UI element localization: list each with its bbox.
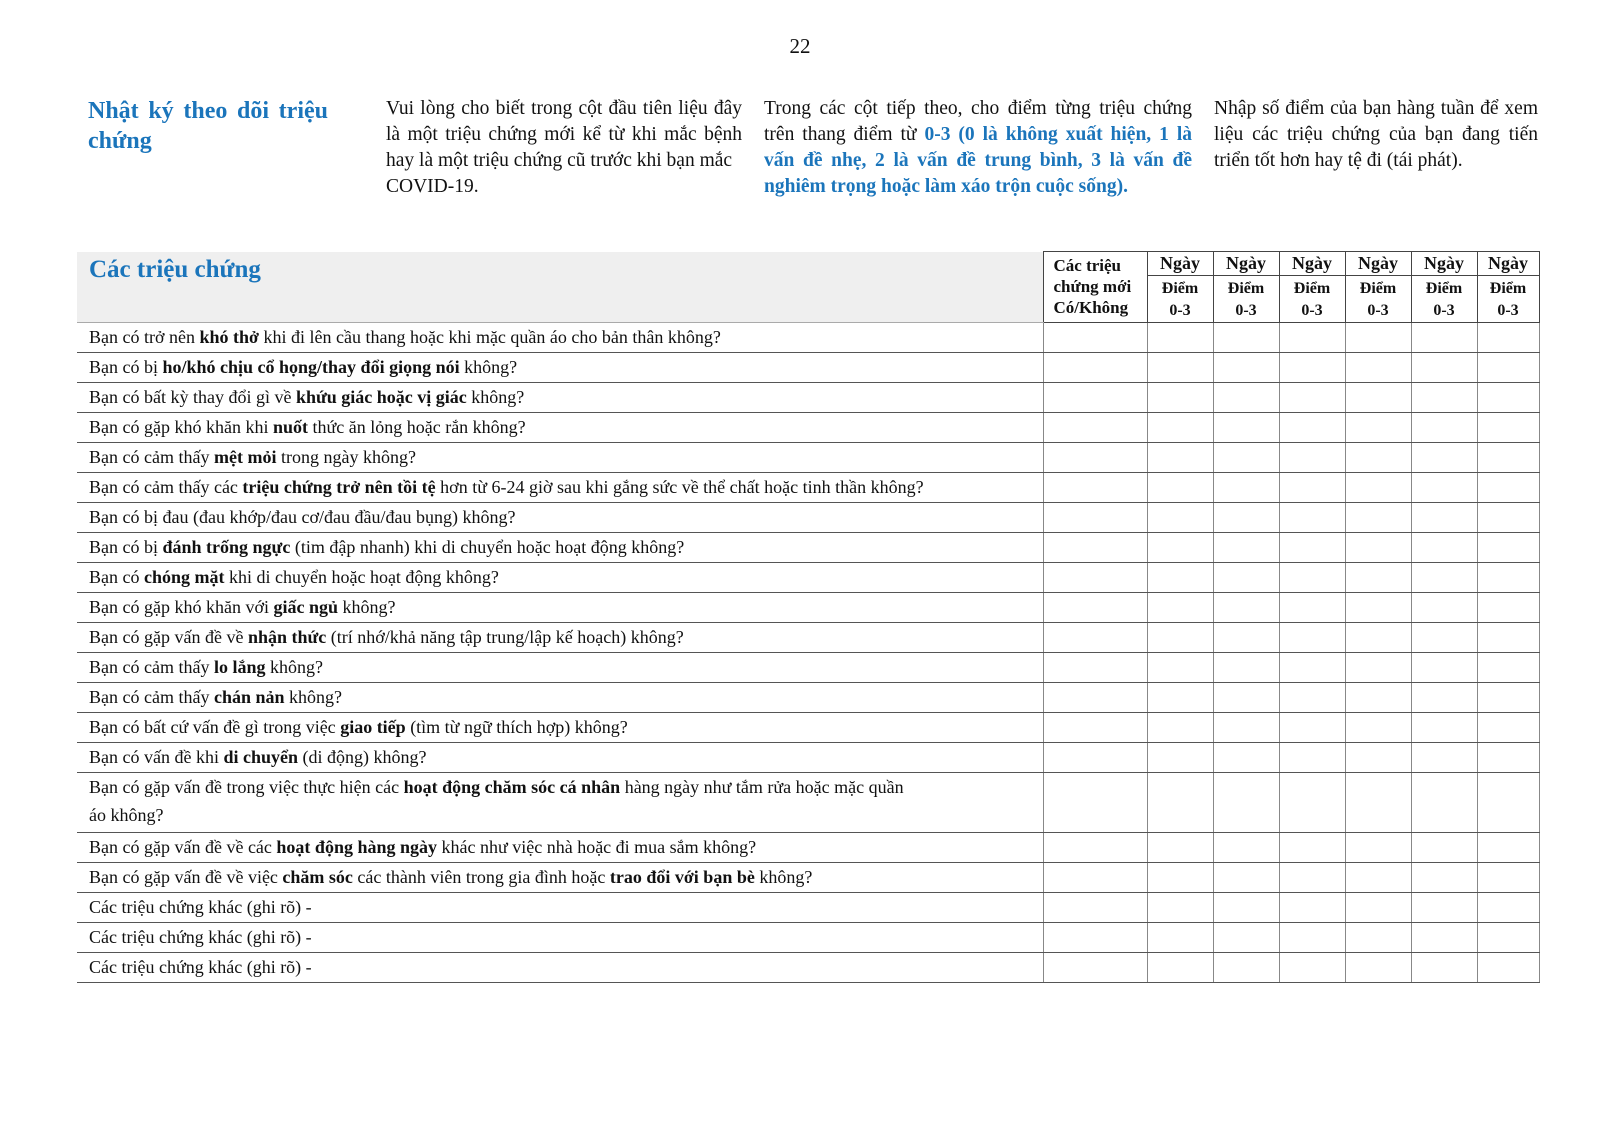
score-range: 0-3 <box>1169 302 1191 319</box>
score-cell[interactable] <box>1411 503 1477 533</box>
score-cell[interactable] <box>1279 563 1345 593</box>
score-cell[interactable] <box>1345 443 1411 473</box>
new-symptom-cell[interactable] <box>1043 743 1147 773</box>
score-cell[interactable] <box>1345 863 1411 893</box>
table-row <box>77 923 1539 953</box>
score-cell[interactable] <box>1147 503 1213 533</box>
symptom-text: Bạn có trở nên <box>89 327 200 347</box>
score-cell[interactable] <box>1279 443 1345 473</box>
day-label: Ngày <box>1148 252 1213 276</box>
symptom-text: áo không? <box>89 805 164 825</box>
symptom-text: (trí nhớ/khả năng tập trung/lập kế hoạch) không? <box>326 627 684 647</box>
symptom-text: Bạn có gặp khó khăn khi <box>89 417 273 437</box>
score-cell[interactable] <box>1477 953 1539 983</box>
score-cell[interactable] <box>1345 503 1411 533</box>
score-range: 0-3 <box>1301 302 1323 319</box>
score-cell[interactable] <box>1147 713 1213 743</box>
score-cell[interactable] <box>1147 653 1213 683</box>
day-label: Ngày <box>1280 252 1345 276</box>
score-cell[interactable] <box>1477 323 1539 353</box>
score-cell[interactable] <box>1279 353 1345 383</box>
score-cell[interactable] <box>1345 833 1411 863</box>
score-cell[interactable] <box>1213 953 1279 983</box>
score-cell[interactable] <box>1147 833 1213 863</box>
intro-new-symptom-instructions <box>386 96 742 200</box>
symptom-text: Bạn có vấn đề khi <box>89 747 224 767</box>
day-label: Ngày <box>1214 252 1279 276</box>
symptom-text: (di động) không? <box>298 747 427 767</box>
symptom-keyword: hoạt động chăm sóc cá nhân <box>403 777 621 797</box>
score-cell[interactable] <box>1477 563 1539 593</box>
symptom-text: Bạn có bất cứ vấn đề gì trong việc <box>89 717 341 737</box>
intro-weekly-instructions <box>1214 96 1538 174</box>
intro-scoring-instructions <box>764 96 1192 200</box>
day-label: Ngày <box>1412 252 1477 276</box>
symptom-text: Bạn có bất kỳ thay đổi gì về <box>89 387 296 407</box>
symptom-text: khác như việc nhà hoặc đi mua sắm không? <box>436 837 757 857</box>
score-cell[interactable] <box>1213 443 1279 473</box>
score-cell[interactable] <box>1411 443 1477 473</box>
score-label: Điểm <box>1161 280 1199 297</box>
new-symptom-cell[interactable] <box>1043 353 1147 383</box>
score-label: Điểm <box>1489 280 1527 297</box>
new-symptom-cell[interactable] <box>1043 953 1147 983</box>
day-column-header <box>1213 252 1279 323</box>
new-symptom-cell[interactable] <box>1043 623 1147 653</box>
score-cell[interactable] <box>1345 353 1411 383</box>
symptom-keyword: khứu giác hoặc vị giác <box>295 387 467 407</box>
symptom-question <box>77 923 1043 953</box>
new-symptom-cell[interactable] <box>1043 323 1147 353</box>
score-cell[interactable] <box>1411 833 1477 863</box>
new-symptom-cell[interactable] <box>1043 503 1147 533</box>
day-column-header <box>1279 252 1345 323</box>
score-cell[interactable] <box>1477 833 1539 863</box>
new-col-line3: Có/Không <box>1053 298 1129 317</box>
score-cell[interactable] <box>1411 383 1477 413</box>
score-cell[interactable] <box>1147 533 1213 563</box>
intro-col2-scale: 0-3 (0 là không xuất hiện, 1 là vấn đề nhẹ, 2 là vấn đề trung bình, 3 là vấn đề nghiêm trọng hoặc làm xáo trộn cuộc sống). <box>764 124 1193 197</box>
score-cell[interactable] <box>1411 893 1477 923</box>
symptom-question <box>77 623 1043 653</box>
symptom-text: Bạn có gặp vấn đề về <box>89 627 248 647</box>
score-cell[interactable] <box>1411 623 1477 653</box>
score-cell[interactable] <box>1279 383 1345 413</box>
score-cell[interactable] <box>1213 743 1279 773</box>
score-cell[interactable] <box>1345 953 1411 983</box>
symptom-question <box>77 323 1043 353</box>
symptom-keyword: khó thở <box>199 327 259 347</box>
score-cell[interactable] <box>1345 683 1411 713</box>
score-cell[interactable] <box>1477 503 1539 533</box>
score-cell[interactable] <box>1345 713 1411 743</box>
table-header-row <box>77 252 1539 323</box>
score-cell[interactable] <box>1279 413 1345 443</box>
score-cell[interactable] <box>1213 893 1279 923</box>
score-cell[interactable] <box>1477 863 1539 893</box>
score-cell[interactable] <box>1213 353 1279 383</box>
score-cell[interactable] <box>1213 503 1279 533</box>
score-cell[interactable] <box>1147 593 1213 623</box>
new-symptom-cell[interactable] <box>1043 683 1147 713</box>
score-cell[interactable] <box>1345 773 1411 833</box>
symptom-keyword: giao tiếp <box>340 717 406 737</box>
symptom-question <box>77 893 1043 923</box>
symptom-text: thức ăn lỏng hoặc rắn không? <box>307 417 526 437</box>
table-row <box>77 893 1539 923</box>
score-cell[interactable] <box>1477 473 1539 503</box>
score-cell[interactable] <box>1411 353 1477 383</box>
symptom-keyword: nhận thức <box>247 627 327 647</box>
score-cell[interactable] <box>1345 923 1411 953</box>
symptom-question <box>77 833 1043 863</box>
score-cell[interactable] <box>1345 563 1411 593</box>
score-cell[interactable] <box>1279 473 1345 503</box>
symptom-text: trong ngày không? <box>276 447 416 467</box>
symptom-keyword: trao đổi với bạn bè <box>609 867 755 887</box>
score-cell[interactable] <box>1147 683 1213 713</box>
symptom-text: Bạn có cảm thấy <box>89 657 214 677</box>
score-cell[interactable] <box>1279 953 1345 983</box>
score-cell[interactable] <box>1213 383 1279 413</box>
score-cell[interactable] <box>1345 653 1411 683</box>
score-cell[interactable] <box>1279 773 1345 833</box>
score-cell[interactable] <box>1279 863 1345 893</box>
table-row <box>77 533 1539 563</box>
score-cell[interactable] <box>1477 533 1539 563</box>
symptom-text: (tìm từ ngữ thích hợp) không? <box>405 717 628 737</box>
symptom-text: Các triệu chứng khác (ghi rõ) - <box>89 927 312 947</box>
table-row <box>77 473 1539 503</box>
score-cell[interactable] <box>1477 713 1539 743</box>
symptom-question <box>77 713 1043 743</box>
symptom-question <box>77 443 1043 473</box>
score-cell[interactable] <box>1477 683 1539 713</box>
symptom-question <box>77 653 1043 683</box>
symptom-question <box>77 953 1043 983</box>
score-cell[interactable] <box>1147 863 1213 893</box>
score-cell[interactable] <box>1477 593 1539 623</box>
new-symptom-column-header <box>1043 252 1147 323</box>
new-symptom-cell[interactable] <box>1043 473 1147 503</box>
symptom-question <box>77 683 1043 713</box>
symptom-text: Bạn có <box>89 567 144 587</box>
symptom-question <box>77 773 1043 833</box>
symptom-text: Bạn có gặp vấn đề về các <box>89 837 277 857</box>
score-cell[interactable] <box>1279 833 1345 863</box>
table-row <box>77 833 1539 863</box>
symptom-question <box>77 473 1043 503</box>
intro-col1-text: Vui lòng cho biết trong cột đầu tiên liệu đây là một triệu chứng mới kể từ khi mắc bệnh hay là một triệu chứng cũ trước khi bạn mắc <box>386 98 742 171</box>
score-cell[interactable] <box>1477 353 1539 383</box>
score-cell[interactable] <box>1345 473 1411 503</box>
score-cell[interactable] <box>1147 893 1213 923</box>
page-number: 22 <box>789 34 811 58</box>
score-cell[interactable] <box>1147 323 1213 353</box>
intro-col2-lead: Trong các cột tiếp theo, cho điểm từng triệu chứng trên thang điểm từ <box>764 98 1192 145</box>
score-cell[interactable] <box>1213 563 1279 593</box>
symptom-question <box>77 413 1043 443</box>
day-column-header <box>1147 252 1213 323</box>
symptom-text: Bạn có gặp vấn đề về việc <box>89 867 283 887</box>
symptom-text: không? <box>284 687 343 707</box>
symptom-question <box>77 503 1043 533</box>
day-label: Ngày <box>1346 252 1411 276</box>
score-cell[interactable] <box>1147 383 1213 413</box>
score-cell[interactable] <box>1477 383 1539 413</box>
score-cell[interactable] <box>1345 533 1411 563</box>
score-cell[interactable] <box>1213 683 1279 713</box>
score-cell[interactable] <box>1411 683 1477 713</box>
symptom-keyword: triệu chứng trở nên tồi tệ <box>242 477 436 497</box>
symptom-text: Bạn có cảm thấy <box>89 687 214 707</box>
symptom-keyword: ho/khó chịu cổ họng/thay đổi giọng nói <box>162 357 460 377</box>
score-cell[interactable] <box>1477 653 1539 683</box>
score-cell[interactable] <box>1411 413 1477 443</box>
symptom-rows <box>77 323 1539 983</box>
score-cell[interactable] <box>1279 533 1345 563</box>
intro-col3-text: Nhập số điểm của bạn hàng tuần để xem liệu các triệu chứng của bạn đang tiến triển tốt hơn hay tệ đi (tái phát). <box>1214 98 1538 171</box>
new-symptom-cell[interactable] <box>1043 833 1147 863</box>
symptom-question <box>77 593 1043 623</box>
score-cell[interactable] <box>1345 743 1411 773</box>
score-cell[interactable] <box>1147 353 1213 383</box>
symptom-keyword: lo lắng <box>213 657 266 677</box>
score-cell[interactable] <box>1411 923 1477 953</box>
score-cell[interactable] <box>1279 323 1345 353</box>
score-cell[interactable] <box>1411 773 1477 833</box>
symptom-text: các thành viên trong gia đình hoặc <box>352 867 610 887</box>
symptom-text: Bạn có gặp khó khăn với <box>89 597 274 617</box>
table-row <box>77 593 1539 623</box>
score-cell[interactable] <box>1279 893 1345 923</box>
symptom-text: Bạn có bị đau (đau khớp/đau cơ/đau đầu/đau bụng) không? <box>89 507 516 527</box>
symptom-text: Bạn có bị <box>89 537 163 557</box>
score-cell[interactable] <box>1147 953 1213 983</box>
new-symptom-cell[interactable] <box>1043 383 1147 413</box>
score-label: Điểm <box>1227 280 1265 297</box>
symptom-keyword: đánh trống ngực <box>162 537 291 557</box>
day-column-header <box>1477 252 1539 323</box>
table-row <box>77 563 1539 593</box>
score-cell[interactable] <box>1477 743 1539 773</box>
score-cell[interactable] <box>1411 563 1477 593</box>
score-cell[interactable] <box>1279 653 1345 683</box>
new-symptom-cell[interactable] <box>1043 563 1147 593</box>
symptom-text: hơn từ 6-24 giờ sau khi gắng sức về thể chất hoặc tinh thần không? <box>435 477 924 497</box>
score-cell[interactable] <box>1147 563 1213 593</box>
score-cell[interactable] <box>1477 443 1539 473</box>
symptom-question <box>77 353 1043 383</box>
score-cell[interactable] <box>1213 923 1279 953</box>
score-cell[interactable] <box>1213 473 1279 503</box>
table-row <box>77 353 1539 383</box>
score-label: Điểm <box>1293 280 1331 297</box>
new-symptom-cell[interactable] <box>1043 893 1147 923</box>
symptom-text: khi đi lên cầu thang hoặc khi mặc quần áo cho bản thân không? <box>259 327 721 347</box>
symptom-keyword: chăm sóc <box>282 867 353 887</box>
score-cell[interactable] <box>1279 623 1345 653</box>
symptom-text: Bạn có cảm thấy <box>89 447 214 467</box>
new-symptom-cell[interactable] <box>1043 593 1147 623</box>
score-cell[interactable] <box>1147 743 1213 773</box>
table-row <box>77 743 1539 773</box>
score-cell[interactable] <box>1213 713 1279 743</box>
score-cell[interactable] <box>1147 923 1213 953</box>
score-cell[interactable] <box>1147 623 1213 653</box>
symptom-text: không? <box>466 387 525 407</box>
day-label: Ngày <box>1478 252 1539 276</box>
symptom-text: Các triệu chứng khác (ghi rõ) - <box>89 897 312 917</box>
score-cell[interactable] <box>1477 773 1539 833</box>
symptom-text: Bạn có gặp vấn đề trong việc thực hiện các <box>89 777 404 797</box>
score-cell[interactable] <box>1345 893 1411 923</box>
new-col-line2: chứng mới <box>1053 277 1132 296</box>
score-cell[interactable] <box>1279 923 1345 953</box>
symptom-text: (tim đập nhanh) khi di chuyển hoặc hoạt động không? <box>290 537 685 557</box>
page-title: Nhật ký theo dõi triệu chứng <box>88 98 328 154</box>
score-cell[interactable] <box>1279 713 1345 743</box>
day-column-header <box>1411 252 1477 323</box>
intro-col1-text-line2: COVID-19. <box>386 176 479 197</box>
table-row <box>77 713 1539 743</box>
score-cell[interactable] <box>1213 413 1279 443</box>
symptom-text: không? <box>459 357 518 377</box>
score-range: 0-3 <box>1497 302 1519 319</box>
score-cell[interactable] <box>1213 653 1279 683</box>
score-cell[interactable] <box>1477 923 1539 953</box>
score-range: 0-3 <box>1433 302 1455 319</box>
score-cell[interactable] <box>1411 863 1477 893</box>
symptom-keyword: nuốt <box>272 417 308 437</box>
score-cell[interactable] <box>1345 593 1411 623</box>
symptom-question <box>77 743 1043 773</box>
score-cell[interactable] <box>1411 473 1477 503</box>
score-cell[interactable] <box>1213 833 1279 863</box>
score-cell[interactable] <box>1279 593 1345 623</box>
table-row <box>77 773 1539 833</box>
score-cell[interactable] <box>1345 413 1411 443</box>
score-cell[interactable] <box>1213 773 1279 833</box>
symptom-question <box>77 533 1043 563</box>
score-cell[interactable] <box>1213 323 1279 353</box>
new-symptom-cell[interactable] <box>1043 413 1147 443</box>
table-row <box>77 863 1539 893</box>
symptoms-heading: Các triệu chứng <box>77 252 1043 323</box>
score-cell[interactable] <box>1213 863 1279 893</box>
symptom-text: Các triệu chứng khác (ghi rõ) - <box>89 957 312 977</box>
new-symptom-cell[interactable] <box>1043 443 1147 473</box>
table-row <box>77 383 1539 413</box>
score-cell[interactable] <box>1213 593 1279 623</box>
score-range: 0-3 <box>1367 302 1389 319</box>
symptom-question <box>77 563 1043 593</box>
new-symptom-cell[interactable] <box>1043 863 1147 893</box>
symptom-keyword: di chuyển <box>223 747 298 767</box>
score-cell[interactable] <box>1411 533 1477 563</box>
score-cell[interactable] <box>1411 593 1477 623</box>
day-column-header <box>1345 252 1411 323</box>
score-cell[interactable] <box>1477 623 1539 653</box>
new-symptom-cell[interactable] <box>1043 533 1147 563</box>
table-row <box>77 323 1539 353</box>
score-cell[interactable] <box>1213 623 1279 653</box>
score-cell[interactable] <box>1279 683 1345 713</box>
score-cell[interactable] <box>1411 323 1477 353</box>
symptom-keyword: giấc ngủ <box>273 597 338 617</box>
symptom-tracker-table <box>77 251 1540 983</box>
symptom-text: hàng ngày như tắm rửa hoặc mặc quần <box>620 777 904 797</box>
symptom-text: khi di chuyển hoặc hoạt động không? <box>224 567 499 587</box>
table-row <box>77 683 1539 713</box>
score-cell[interactable] <box>1477 413 1539 443</box>
new-symptom-cell[interactable] <box>1043 653 1147 683</box>
table-row <box>77 623 1539 653</box>
new-symptom-cell[interactable] <box>1043 713 1147 743</box>
table-row <box>77 653 1539 683</box>
score-cell[interactable] <box>1345 623 1411 653</box>
score-range: 0-3 <box>1235 302 1257 319</box>
score-cell[interactable] <box>1477 893 1539 923</box>
table-row <box>77 953 1539 983</box>
score-cell[interactable] <box>1213 533 1279 563</box>
score-cell[interactable] <box>1345 323 1411 353</box>
new-symptom-cell[interactable] <box>1043 923 1147 953</box>
symptom-text: Bạn có bị <box>89 357 163 377</box>
score-cell[interactable] <box>1411 713 1477 743</box>
symptom-question <box>77 863 1043 893</box>
symptom-text: Bạn có cảm thấy các <box>89 477 243 497</box>
symptom-question <box>77 383 1043 413</box>
new-col-line1: Các triệu <box>1053 256 1122 275</box>
score-cell[interactable] <box>1345 383 1411 413</box>
symptom-keyword: chóng mặt <box>143 567 225 587</box>
score-cell[interactable] <box>1279 503 1345 533</box>
symptom-keyword: mệt mỏi <box>213 447 277 467</box>
score-cell[interactable] <box>1279 743 1345 773</box>
score-cell[interactable] <box>1147 773 1213 833</box>
symptom-keyword: chán nản <box>213 687 285 707</box>
symptom-text: không? <box>265 657 323 677</box>
table-row <box>77 413 1539 443</box>
score-cell[interactable] <box>1147 413 1213 443</box>
score-cell[interactable] <box>1411 953 1477 983</box>
score-cell[interactable] <box>1147 443 1213 473</box>
symptom-keyword: hoạt động hàng ngày <box>276 837 437 857</box>
score-cell[interactable] <box>1411 743 1477 773</box>
symptom-text: không? <box>754 867 813 887</box>
symptom-text: không? <box>338 597 396 617</box>
score-label: Điểm <box>1425 280 1463 297</box>
score-cell[interactable] <box>1147 473 1213 503</box>
table-row <box>77 443 1539 473</box>
score-cell[interactable] <box>1411 653 1477 683</box>
new-symptom-cell[interactable] <box>1043 773 1147 833</box>
table-row <box>77 503 1539 533</box>
score-label: Điểm <box>1359 280 1397 297</box>
